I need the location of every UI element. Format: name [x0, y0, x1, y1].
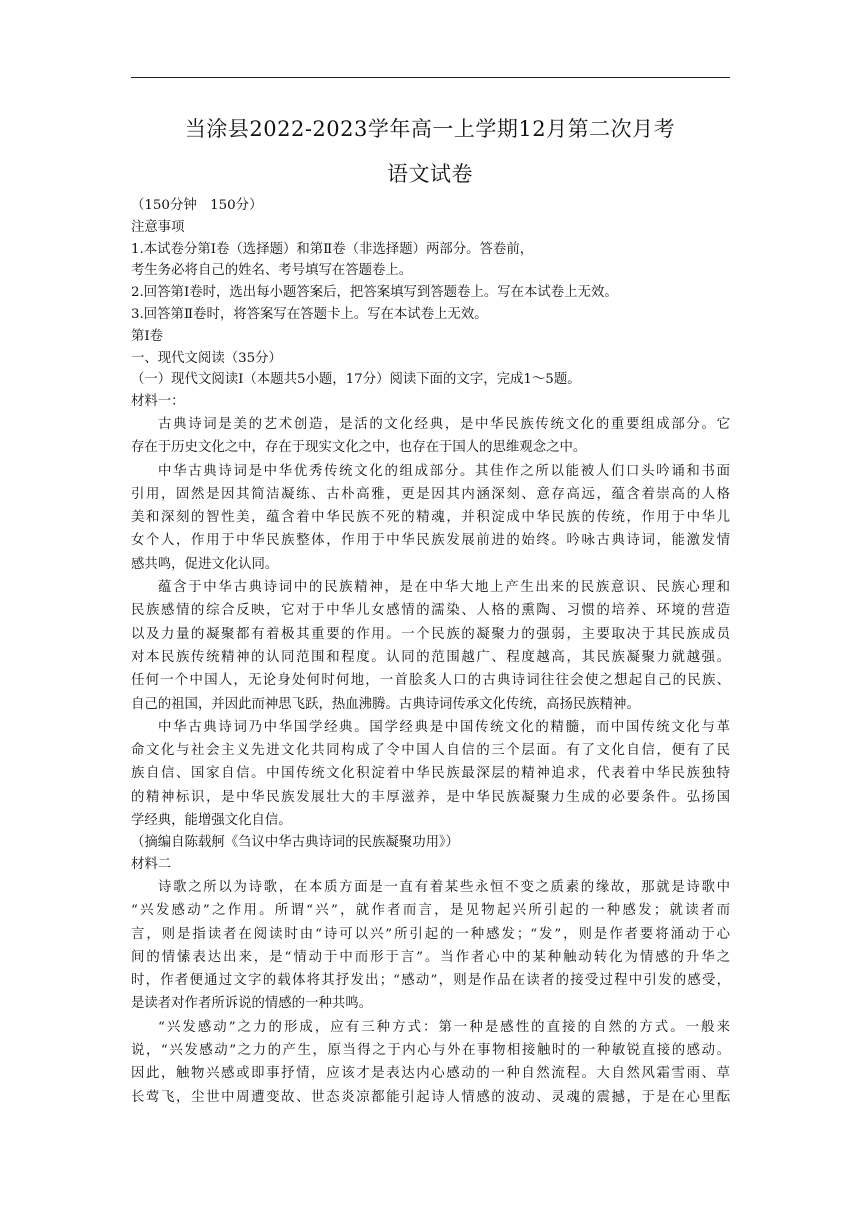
- paragraph-line: 以及力量的凝聚都有着极其重要的作用。一个民族的凝聚力的强弱，主要取决于其民族成员: [131, 626, 730, 642]
- paragraph-line: “兴发感动”之作用。所谓“兴”，就作者而言，是见物起兴所引起的一种感发；就读者而: [131, 903, 730, 919]
- material-2-label: 材料二: [131, 857, 172, 873]
- material-2-paragraph-2: [131, 1016, 730, 1109]
- time-score-line: （150分钟 150分）: [131, 198, 263, 213]
- paragraph-line: 因此，触物兴感或即事抒情，应该才是表达内心感动的一种自然流程。大自然风霜雪雨、草: [131, 1066, 730, 1082]
- section-heading: 一、现代文阅读（35分）: [131, 350, 282, 366]
- notice-item-1a: 1.本试卷分第Ⅰ卷（选择题）和第Ⅱ卷（非选择题）两部分。答卷前，: [131, 241, 534, 257]
- material-1-paragraph-2: [131, 460, 730, 576]
- paragraph-line: 说，“兴发感动”之力的产生，原当得之于内心与外在事物相接触时的一种敏锐直接的感动。: [131, 1042, 730, 1058]
- paragraph-line: 美和深刻的智性美，蕴含着中华民族不死的精魂，并积淀成中华民族的传统，作用于中华儿: [131, 510, 730, 526]
- material-1-paragraph-1: [131, 413, 730, 460]
- paragraph-line: 长莺飞，尘世中周遭变故、世态炎凉都能引起诗人情感的波动、灵魂的震撼，于是在心里酝: [131, 1089, 730, 1105]
- notice-heading: 注意事项: [131, 219, 185, 235]
- paragraph-line: 对本民族传统精神的认同范围和程度。认同的范围越广、程度越高，其民族凝聚力就越强。: [131, 649, 730, 665]
- paragraph-line: 女个人，作用于中华民族整体，作用于中华民族发展前进的始终。吟咏古典诗词，能激发情: [131, 533, 730, 549]
- exam-body: [131, 195, 730, 1109]
- paragraph-line: 存在于历史文化之中，存在于现实文化之中，也存在于国人的思维观念之中。: [131, 440, 587, 456]
- paragraph-line: 引用，固然是因其简洁凝练、古朴高雅，更是因其内涵深刻、意存高远，蕴含着崇高的人格: [131, 486, 730, 502]
- paragraph-line: 间的情愫表达出来，是“情动于中而形于言”。当作者心中的某种触动转化为情感的升华之: [131, 949, 730, 965]
- notice-item-1b: 考生务必将自己的姓名、考号填写在答题卷上。: [131, 263, 413, 279]
- subsection-heading: （一）现代文阅读Ⅰ（本题共5小题，17分）阅读下面的文字，完成1～5题。: [131, 372, 581, 388]
- exam-title: 当涂县2022-2023学年高一上学期12月第二次月考: [184, 117, 676, 141]
- paragraph-line: 自己的祖国，并因此而神思飞跃，热血沸腾。古典诗词传承文化传统，高扬民族精神。: [131, 696, 640, 712]
- paragraph-line: 时，作者便通过文字的载体将其抒发出；“感动”，则是作品在读者的接受过程中引发的感受，: [131, 973, 730, 989]
- paragraph-line: 感共鸣，促进文化认同。: [131, 556, 279, 572]
- material-1-source: （摘编自陈载舸《刍议中华古典诗词的民族凝聚功用》）: [131, 835, 460, 851]
- material-1-paragraph-4: [131, 716, 730, 832]
- notice-item-3: 3.回答第Ⅱ卷时，将答案写在答题卡上。写在本试卷上无效。: [131, 306, 488, 322]
- material-1-label: 材料一：: [131, 394, 185, 410]
- paragraph-line: 命文化与社会主义先进文化共同构成了令中国人自信的三个层面。有了文化自信，便有了民: [131, 743, 730, 759]
- paragraph-line: 任何一个中国人，无论身处何时何地，一首脍炙人口的古典诗词往往会使之想起自己的民族、: [131, 673, 730, 689]
- paragraph-line: 的精神标识，是中华民族发展壮大的丰厚滋养，是中华民族凝聚力生成的必要条件。弘扬国: [131, 789, 730, 805]
- part-heading: 第Ⅰ卷: [131, 328, 164, 344]
- exam-subtitle: 语文试卷: [387, 162, 473, 186]
- paragraph-line: “兴发感动”之力的形成，应有三种方式：第一种是感性的直接的自然的方式。一般来: [158, 1019, 730, 1035]
- paragraph-line: 学经典，能增强文化自信。: [131, 813, 292, 829]
- material-1-paragraph-3: [131, 576, 730, 716]
- paragraph-line: 言，则是指读者在阅读时由“诗可以兴”所引起的一种感发；“发”，则是作者要将涌动于心: [131, 926, 730, 942]
- paragraph-line: 蕴含于中华古典诗词中的民族精神，是在中华大地上产生出来的民族意识、民族心理和: [158, 580, 730, 596]
- paragraph-line: 是读者对作者所诉说的情感的一种共鸣。: [131, 996, 373, 1012]
- paragraph-line: 中华古典诗词乃中华国学经典。国学经典是中国传统文化的精髓，而中国传统文化与革: [158, 719, 730, 735]
- header-rule: [131, 77, 730, 78]
- paragraph-line: 中华古典诗词是中华优秀传统文化的组成部分。其佳作之所以能被人们口头吟诵和书面: [158, 463, 730, 479]
- paragraph-line: 族自信、国家自信。中国传统文化积淀着中华民族最深层的精神追求，代表着中华民族独特: [131, 766, 730, 782]
- paragraph-line: 古典诗词是美的艺术创造，是活的文化经典，是中华民族传统文化的重要组成部分。它: [158, 416, 730, 432]
- paragraph-line: 诗歌之所以为诗歌，在本质方面是一直有着某些永恒不变之质素的缘故，那就是诗歌中: [158, 879, 730, 895]
- notice-item-2: 2.回答第Ⅰ卷时，选出每小题答案后，把答案填写到答题卷上。写在本试卷上无效。: [131, 285, 618, 301]
- material-2-paragraph-1: [131, 876, 730, 1016]
- paragraph-line: 民族感情的综合反映，它对于中华儿女感情的濡染、人格的熏陶、习惯的培养、环境的营造: [131, 603, 730, 619]
